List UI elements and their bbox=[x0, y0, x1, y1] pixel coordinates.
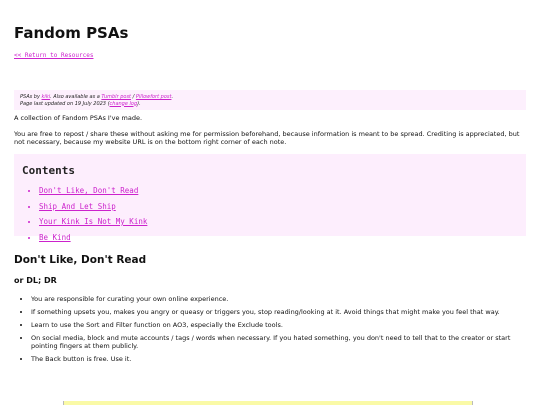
psa-image-frame-top bbox=[63, 401, 473, 405]
credits-separator: / bbox=[131, 94, 136, 100]
list-item: • If something upsets you, makes you angry or queasy or triggers you, stop reading/looking at it. Avoid things that might make you feel that way. bbox=[31, 308, 526, 316]
list-item: • On social media, block and mute accounts / tags / words when necessary. If you hated something, you don't need to tell that to the creator or start pointing fingers at them publicly. bbox=[31, 334, 526, 350]
author-link[interactable]: kiki bbox=[41, 94, 51, 100]
list-item: • You are responsible for curating your own online experience. bbox=[31, 295, 526, 303]
contents-link-your-kink[interactable]: Your Kink Is Not My Kink bbox=[39, 217, 148, 226]
section-title: Don't Like, Don't Read bbox=[14, 254, 147, 266]
credits-mid: . Also available as a bbox=[50, 94, 102, 100]
change-log-link[interactable]: change log bbox=[109, 100, 138, 107]
list-item: • The Back button is free. Use it. bbox=[31, 355, 526, 363]
return-to-resources-link[interactable]: << Return to Resources bbox=[14, 52, 94, 59]
credits-end: . bbox=[171, 94, 174, 100]
pillowfort-post-link[interactable]: Pillowfort post bbox=[135, 94, 172, 100]
contents-item bbox=[39, 199, 518, 215]
contents-item bbox=[39, 214, 518, 230]
tumblr-post-link[interactable]: Tumblr post bbox=[101, 94, 132, 100]
page-title: Fandom PSAs bbox=[14, 24, 129, 42]
repost-paragraph: You are free to repost / share these without asking me for permission beforehand, because information is meant to be spread. Crediting is appreciated, but not necessary, because my website URL is on the bottom right corner of each note. bbox=[14, 130, 520, 146]
page-info-box bbox=[14, 90, 526, 110]
credits-prefix: PSAs by bbox=[20, 94, 42, 100]
contents-heading: Contents bbox=[22, 164, 75, 177]
last-updated-end: ). bbox=[137, 100, 141, 107]
contents-link-ship-and-let-ship[interactable]: Ship And Let Ship bbox=[39, 201, 116, 211]
contents-link-be-kind[interactable]: Be Kind bbox=[39, 232, 71, 242]
contents-item bbox=[39, 183, 518, 199]
contents-box bbox=[14, 154, 526, 242]
list-item: • Learn to use the Sort and Filter function on AO3, especially the Exclude tools. bbox=[31, 321, 526, 329]
last-updated-text: Page last updated on 19 July 2023 ( bbox=[20, 100, 110, 107]
contents-list bbox=[22, 183, 518, 245]
contents-link-dont-like-dont-read[interactable]: Don't Like, Don't Read bbox=[39, 186, 139, 195]
section-points-list bbox=[14, 295, 526, 363]
contents-item bbox=[39, 230, 518, 246]
section-subtitle: or DL; DR bbox=[14, 276, 57, 285]
last-updated-line bbox=[20, 101, 520, 108]
intro-paragraph: A collection of Fandom PSAs I've made. bbox=[14, 114, 143, 122]
